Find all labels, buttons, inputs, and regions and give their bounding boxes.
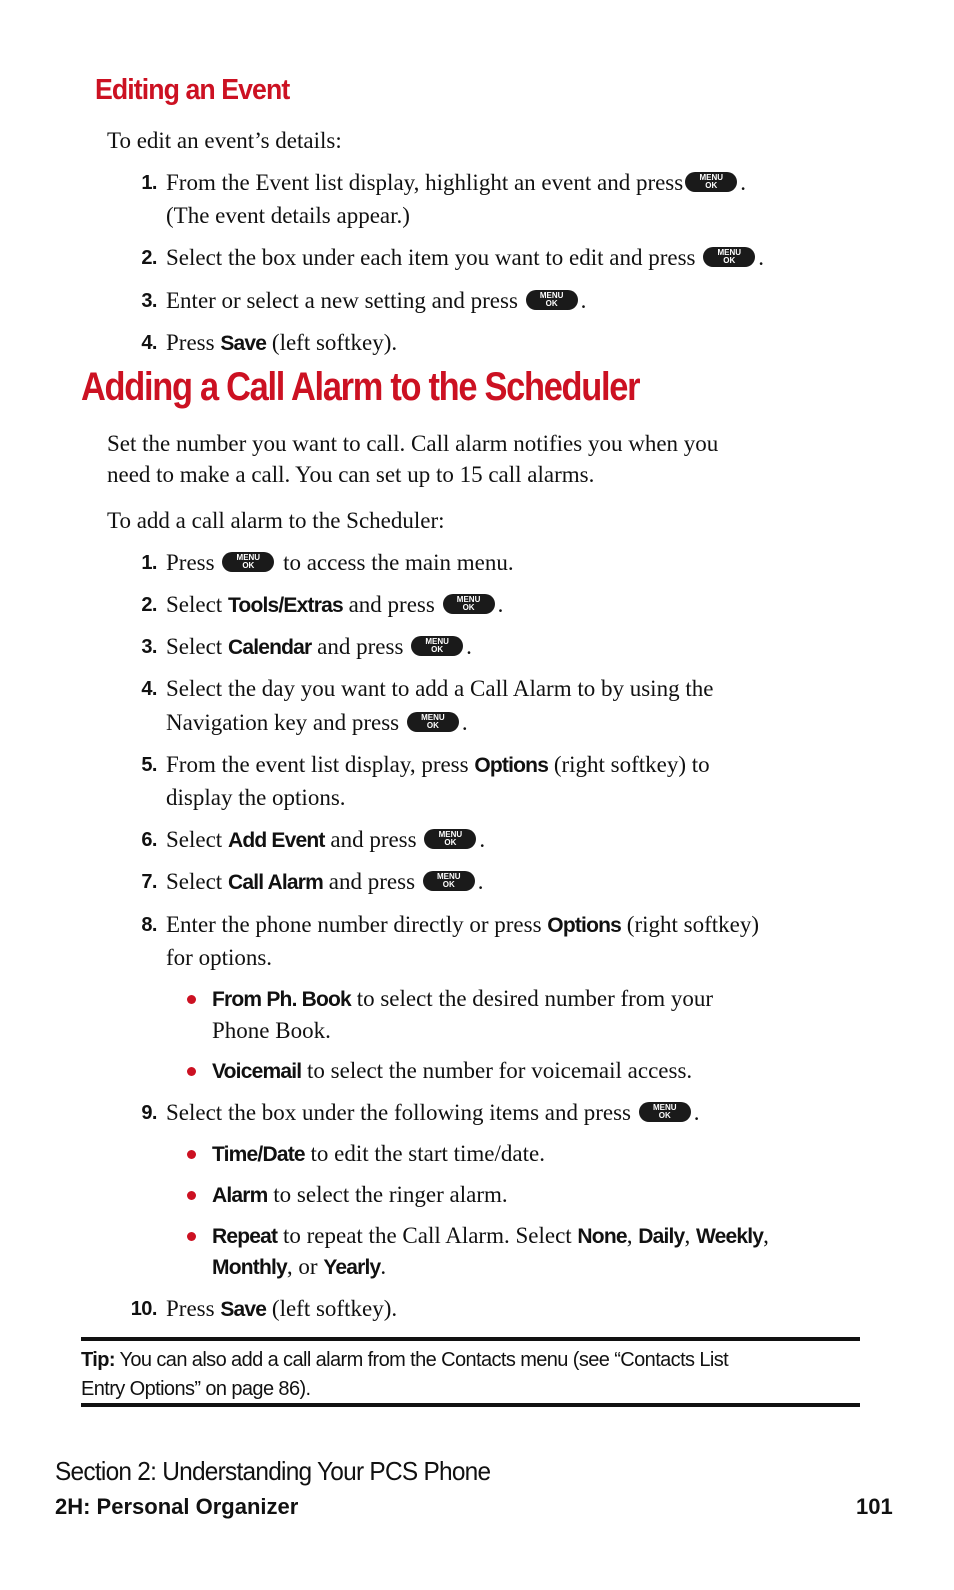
step-text: Select the box under the following items and press MENU OK . (166, 1100, 700, 1125)
step-text: Enter or select a new setting and press MENU OK . (166, 288, 587, 313)
menu-ok-key-icon: MENU OK (423, 871, 475, 891)
step-text: Select Calendar and press MENU OK . (166, 634, 472, 659)
menu-ok-key-icon: MENU OK (526, 290, 578, 310)
bullet-text: From Ph. Book to select the desired number from your (212, 986, 714, 1011)
tip-line: Tip: You can also add a call alarm from the Contacts menu (see “Contacts List (81, 1349, 729, 1371)
call-alarm-intro-cont: need to make a call. You can set up to 15 call alarms. (107, 462, 595, 487)
bullet-text: Time/Date to edit the start time/date. (212, 1141, 545, 1166)
footer-chapter: 2H: Personal Organizer (55, 1494, 299, 1519)
step-text: Select the box under each item you want to edit and press MENU OK . (166, 245, 764, 270)
call-alarm-intro2: To add a call alarm to the Scheduler: (107, 508, 445, 533)
step-number: 8. (141, 914, 157, 936)
menu-ok-key-icon: MENU OK (411, 636, 463, 656)
step-number: 10. (130, 1298, 157, 1320)
step-text-cont: display the options. (166, 785, 346, 810)
call-alarm-intro: Set the number you want to call. Call alarm notifies you when you (107, 431, 719, 456)
step-text: From the event list display, press Options (right softkey) to (166, 752, 710, 777)
step-number: 5. (141, 754, 157, 776)
menu-ok-key-icon: MENU OK (703, 247, 755, 267)
bullet-text: Alarm to select the ringer alarm. (212, 1182, 508, 1207)
tip-bottom-rule (81, 1403, 860, 1407)
step-number: 3. (141, 290, 157, 312)
step-text-cont: (The event details appear.) (166, 203, 410, 228)
step-number: 2. (141, 594, 157, 616)
step-text-cont: Navigation key and press MENU OK . (166, 710, 468, 735)
step-text: Press MENU OK to access the main menu. (166, 550, 514, 575)
tip-line-cont: Entry Options” on page 86). (81, 1378, 311, 1400)
step-number: 2. (141, 247, 157, 269)
tip-top-rule (81, 1337, 860, 1341)
step-number: 9. (141, 1102, 157, 1124)
tip-box (81, 1346, 860, 1404)
step-text-cont: for options. (166, 945, 273, 970)
step-text: From the Event list display, highlight an event and press MENU OK . (166, 170, 746, 195)
section-heading-editing: Editing an Event (95, 74, 290, 106)
bullet-text: Voicemail to select the number for voicemail access. (212, 1058, 693, 1083)
bullet-icon (187, 1232, 196, 1241)
step-number: 7. (141, 871, 157, 893)
menu-ok-key-icon: MENU OK (685, 172, 737, 192)
section-heading-call-alarm: Adding a Call Alarm to the Scheduler (81, 365, 640, 409)
bullet-text-cont: Phone Book. (212, 1018, 331, 1043)
step-text: Press Save (left softkey). (166, 1296, 398, 1321)
step-text: Select Tools/Extras and press MENU OK . (166, 592, 504, 617)
step-number: 1. (141, 172, 157, 194)
menu-ok-key-icon: MENU OK (407, 712, 459, 732)
menu-ok-key-icon: MENU OK (639, 1102, 691, 1122)
step-number: 1. (141, 552, 157, 574)
editing-intro: To edit an event’s details: (107, 128, 342, 153)
menu-ok-key-icon: MENU OK (443, 594, 495, 614)
bullet-icon (187, 995, 196, 1004)
menu-ok-key-icon: MENU OK (424, 829, 476, 849)
page-number: 101 (856, 1494, 893, 1519)
bullet-icon (187, 1067, 196, 1076)
tip-label: Tip: (81, 1349, 115, 1371)
step-text: Select Add Event and press MENU OK . (166, 827, 486, 852)
step-text: Select the day you want to add a Call Alarm to by using the (166, 676, 714, 701)
bullet-text-cont: Monthly, or Yearly. (212, 1254, 387, 1279)
step-text: Select Call Alarm and press MENU OK . (166, 869, 484, 894)
step-number: 4. (141, 332, 157, 354)
bullet-icon (187, 1150, 196, 1159)
footer-section-title: Section 2: Understanding Your PCS Phone (55, 1456, 491, 1486)
step-number: 4. (141, 678, 157, 700)
step-text: Press Save (left softkey). (166, 330, 398, 355)
step-number: 3. (141, 636, 157, 658)
step-number: 6. (141, 829, 157, 851)
bullet-text: Repeat to repeat the Call Alarm. Select None, Daily, Weekly, (212, 1223, 769, 1248)
step-text: Enter the phone number directly or press Options (right softkey) (166, 912, 759, 937)
menu-ok-key-icon: MENU OK (222, 552, 274, 572)
bullet-icon (187, 1191, 196, 1200)
